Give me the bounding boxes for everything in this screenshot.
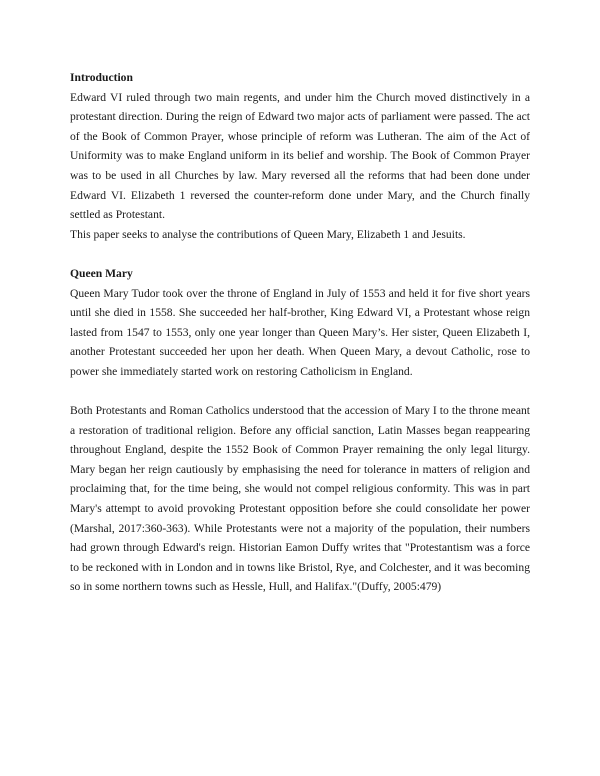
document-page	[70, 68, 530, 597]
queen-mary-paragraph-1: Queen Mary Tudor took over the throne of England in July of 1553 and held it for five short years until she died in 1558. She succeeded her half-brother, King Edward VI, a Protestant whose reign lasted from 1547 to 1553, only one year longer than Queen Mary’s. Her sister, Queen Elizabeth I, another Protestant succeeded her upon her death. When Queen Mary, a devout Catholic, rose to power she immediately started work on restoring Catholicism in England.	[70, 286, 530, 378]
intro-paragraph-2: This paper seeks to analyse the contributions of Queen Mary, Elizabeth 1 and Jesuits.	[70, 227, 466, 241]
section-introduction	[70, 68, 530, 244]
section-heading-queen-mary: Queen Mary	[70, 266, 133, 280]
intro-paragraph-1: Edward VI ruled through two main regents, and under him the Church moved distinctively in a protestant direction. During the reign of Edward two major acts of parliament were passed. The act of the Book of Common Prayer, whose principle of reform was Lutheran. The aim of the Act of Uniformity was to make England uniform in its belief and worship. The Book of Common Prayer was to be used in all Churches by law. Mary reversed all the reforms that had been done under Edward VI. Elizabeth 1 reversed the counter-reform done under Mary, and the Church finally settled as Protestant.	[70, 90, 530, 222]
queen-mary-paragraph-2: Both Protestants and Roman Catholics understood that the accession of Mary I to the throne meant a restoration of traditional religion. Before any official sanction, Latin Masses began reappearing throughout England, despite the 1552 Book of Common Prayer remaining the only legal liturgy. Mary began her reign cautiously by emphasising the need for tolerance in matters of religion and proclaiming that, for the time being, she would not compel religious conformity. This was in part Mary's attempt to avoid provoking Protestant opposition before she could consolidate her power (Marshal, 2017:360-363). While Protestants were not a majority of the population, their numbers had grown through Edward's reign. Historian Eamon Duffy writes that "Protestantism was a force to be reckoned with in London and in towns like Bristol, Rye, and Colchester, and it was becoming so in some northern towns such as Hessle, Hull, and Halifax."(Duffy, 2005:479)	[70, 404, 530, 594]
section-queen-mary	[70, 264, 530, 597]
paragraph-spacer	[70, 382, 530, 402]
section-spacer	[70, 244, 530, 264]
section-heading-introduction: Introduction	[70, 71, 133, 84]
